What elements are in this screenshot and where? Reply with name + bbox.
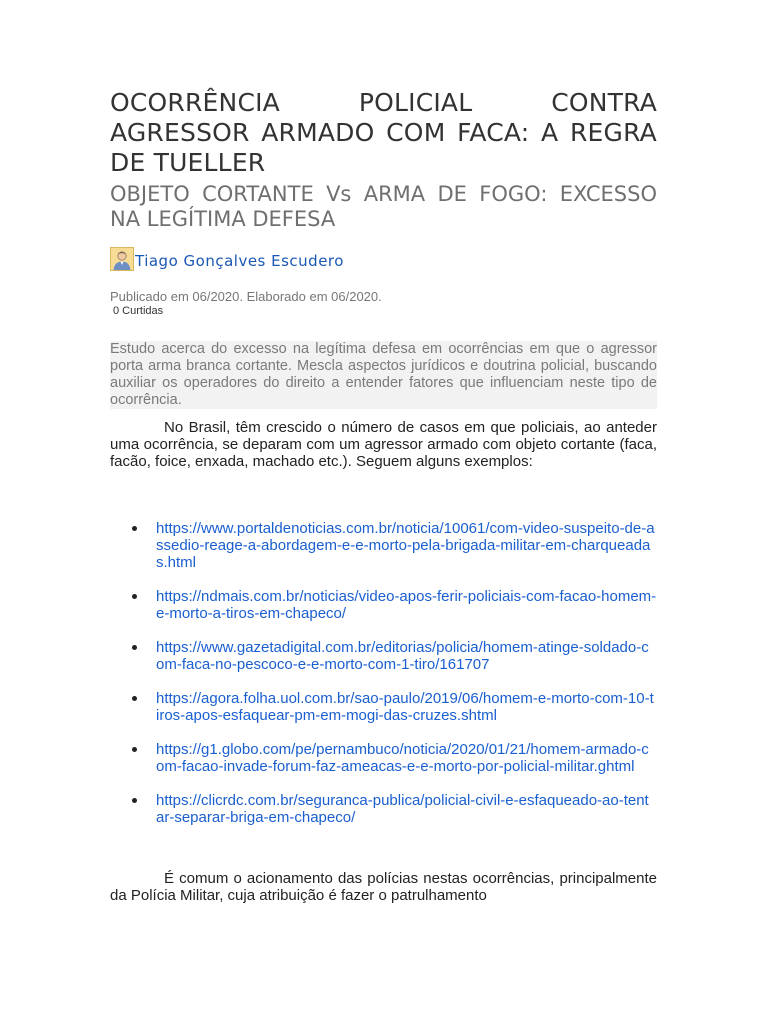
paragraph: No Brasil, têm crescido o número de casos em que policiais, ao anteder uma ocorrência, se deparam com um agressor armado com objeto cortante (faca, facão, foice, enxada, machado etc.). Seguem alguns exemplos:: [110, 419, 657, 470]
source-link[interactable]: https://www.gazetadigital.com.br/editorias/policia/homem-atinge-soldado-com-faca-no-pescoco-e-e-morto-com-1-tiro/161707: [156, 639, 649, 673]
article-subtitle: OBJETO CORTANTE Vs ARMA DE FOGO: EXCESSO NA LEGÍTIMA DEFESA: [110, 182, 657, 231]
likes-count: 0 Curtidas: [113, 305, 164, 317]
source-link[interactable]: https://www.portaldenoticias.com.br/noticia/10061/com-video-suspeito-de-assedio-reage-a-abordagem-e-e-morto-pela-brigada-militar-em-charqueadas.html: [156, 520, 655, 571]
bullet-icon: [132, 747, 137, 752]
bullet-icon: [132, 594, 137, 599]
source-link[interactable]: https://g1.globo.com/pe/pernambuco/noticia/2020/01/21/homem-armado-com-facao-invade-forum-faz-ameacas-e-e-morto-por-policial-militar.ghtml: [156, 741, 649, 775]
list-item: [110, 639, 657, 673]
article: [110, 88, 657, 904]
list-item: [110, 520, 657, 571]
list-item: [110, 792, 657, 826]
bullet-icon: [132, 798, 137, 803]
list-item: [110, 741, 657, 775]
avatar-icon[interactable]: [110, 247, 134, 271]
paragraph: É comum o acionamento das polícias nestas ocorrências, principalmente da Polícia Militar, cuja atribuição é fazer o patrulhamento: [110, 870, 657, 904]
article-abstract: Estudo acerca do excesso na legítima defesa em ocorrências em que o agressor porta arma branca cortante. Mescla aspectos jurídicos e doutrina policial, buscando auxiliar os operadores do direito a entender fatores que influenciam neste tipo de ocorrência.: [110, 341, 657, 408]
list-item: [110, 588, 657, 622]
article-title: OCORRÊNCIA POLICIAL CONTRA AGRESSOR ARMADO COM FACA: A REGRA DE TUELLER: [110, 88, 657, 177]
source-link[interactable]: https://clicrdc.com.br/seguranca-publica/policial-civil-e-esfaqueado-ao-tentar-separar-briga-em-chapeco/: [156, 792, 649, 826]
author-line: [110, 246, 657, 272]
source-link[interactable]: https://agora.folha.uol.com.br/sao-paulo/2019/06/homem-e-morto-com-10-tiros-apos-esfaquear-pm-em-mogi-das-cruzes.shtml: [156, 690, 654, 724]
bullet-icon: [132, 526, 137, 531]
publication-info: Publicado em 06/2020. Elaborado em 06/2020.: [110, 289, 382, 304]
list-item: [110, 690, 657, 724]
author-link[interactable]: Tiago Gonçalves Escudero: [135, 252, 344, 270]
source-link[interactable]: https://ndmais.com.br/noticias/video-apos-ferir-policiais-com-facao-homem-e-morto-a-tiros-em-chapeco/: [156, 588, 657, 622]
bullet-icon: [132, 696, 137, 701]
bullet-icon: [132, 645, 137, 650]
source-links-list: [110, 520, 657, 826]
